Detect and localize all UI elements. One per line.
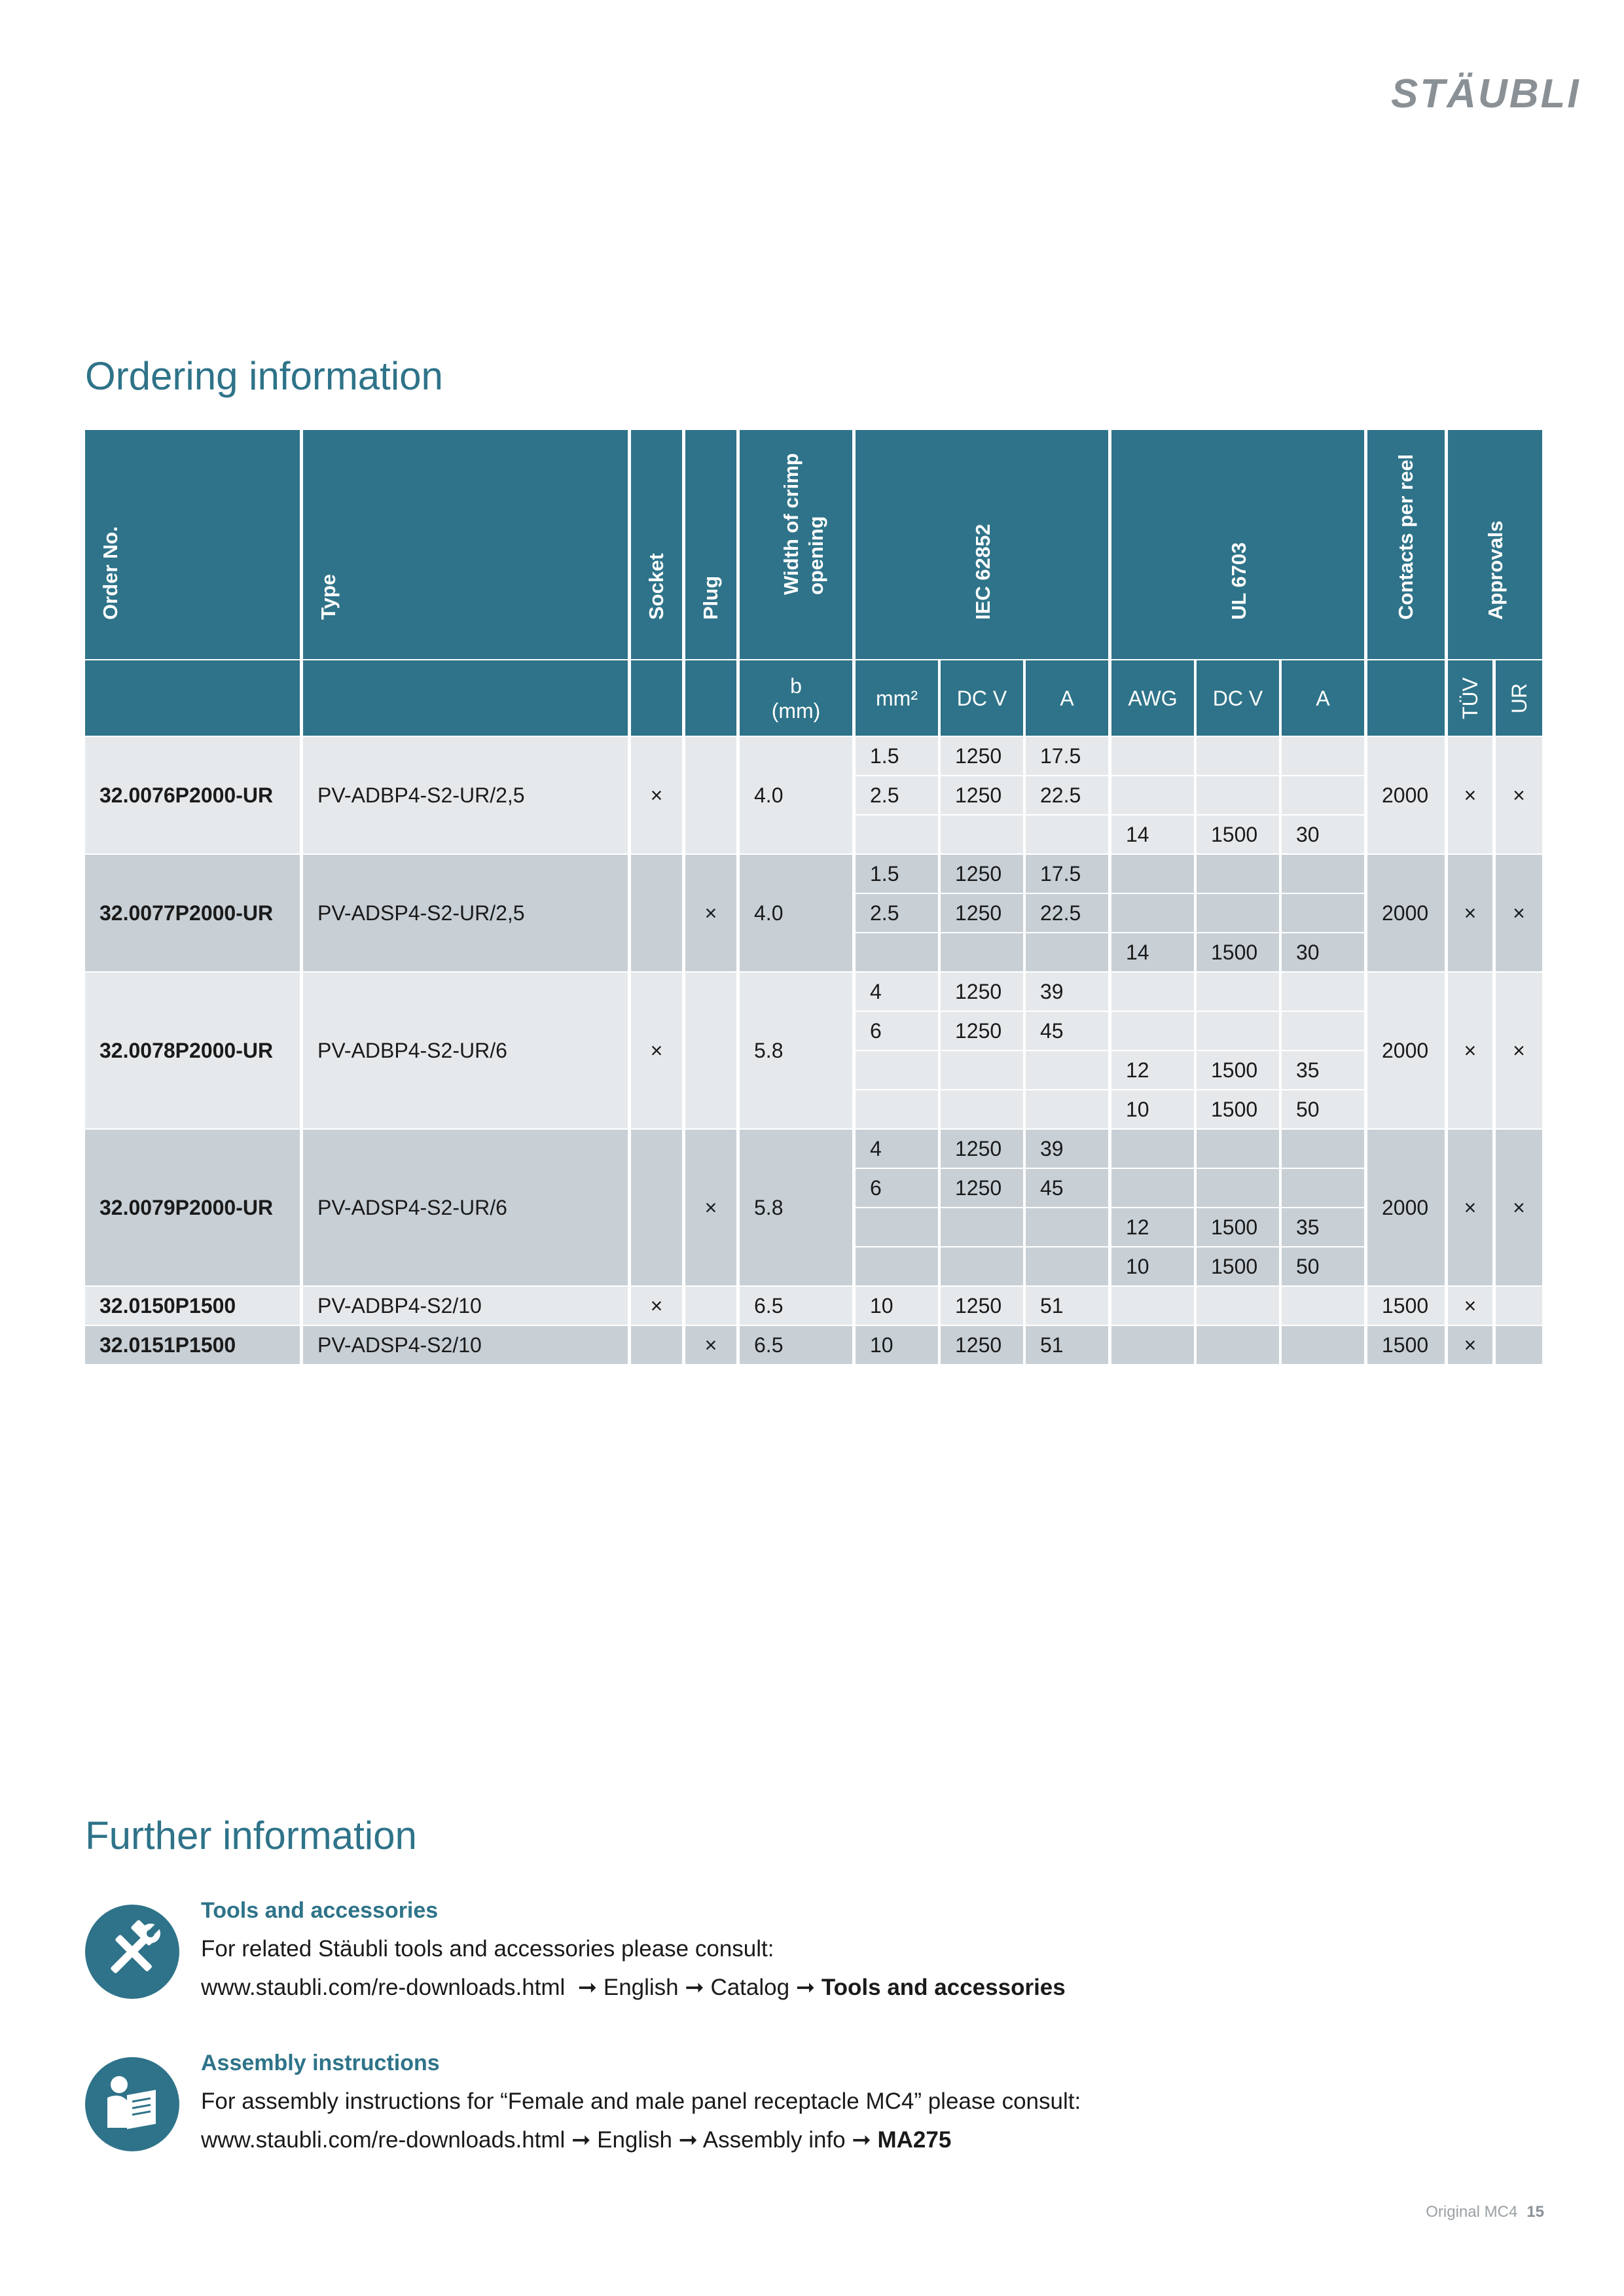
socket-cell: × bbox=[631, 1287, 682, 1325]
plug-cell bbox=[685, 1287, 736, 1325]
ul-value-cell: 1500 bbox=[1197, 1051, 1279, 1089]
arrow-icon: ➞ bbox=[795, 1975, 816, 2000]
iec-value-cell: 22.5 bbox=[1026, 776, 1108, 814]
tuv-cell: × bbox=[1448, 1130, 1492, 1285]
iec-value-cell: 17.5 bbox=[1026, 737, 1108, 775]
table-row bbox=[85, 973, 1542, 1128]
header-type-label: Type bbox=[317, 573, 340, 620]
header-crimp-width-label bbox=[779, 453, 829, 595]
ul-value-cell bbox=[1197, 776, 1279, 814]
header-type bbox=[303, 430, 628, 659]
ul-value-cell: 35 bbox=[1282, 1051, 1364, 1089]
plug-cell: × bbox=[685, 855, 736, 971]
header-ul-label: UL 6703 bbox=[1227, 542, 1250, 620]
ul-value-cell: 1500 bbox=[1197, 1090, 1279, 1128]
plug-cell bbox=[685, 973, 736, 1128]
ul-value-cell bbox=[1111, 737, 1194, 775]
ur-cell: × bbox=[1496, 855, 1542, 971]
section-title-further: Further information bbox=[85, 1814, 417, 1857]
tools-title: Tools and accessories bbox=[201, 1898, 439, 1923]
socket-cell bbox=[631, 1326, 682, 1364]
iec-value-cell: 39 bbox=[1026, 973, 1108, 1011]
header-crimp-width-line1: Width of crimp bbox=[780, 453, 803, 595]
order-number-cell: 32.0078P2000-UR bbox=[85, 973, 300, 1128]
ul-value-cell: 12 bbox=[1111, 1051, 1194, 1089]
subheader-empty bbox=[303, 660, 628, 736]
table-row bbox=[85, 855, 1542, 971]
header-crimp-width-line2: opening bbox=[804, 516, 827, 595]
subheader-empty bbox=[1367, 660, 1445, 736]
assembly-title: Assembly instructions bbox=[201, 2051, 440, 2075]
footer-label: Original MC4 bbox=[1426, 2203, 1518, 2221]
iec-value-cell: 17.5 bbox=[1026, 855, 1108, 893]
iec-value-cell: 1250 bbox=[941, 776, 1023, 814]
assembly-path bbox=[201, 2127, 951, 2153]
iec-value-cell: 1250 bbox=[941, 1012, 1023, 1050]
ul-value-cell: 10 bbox=[1111, 1090, 1194, 1128]
ul-value-cell: 30 bbox=[1282, 816, 1364, 853]
subheader-b-unit: (mm) bbox=[771, 698, 821, 723]
ul-value-cell: 50 bbox=[1282, 1247, 1364, 1285]
iec-value-cell bbox=[941, 1247, 1023, 1285]
header-approvals-label: Approvals bbox=[1484, 520, 1507, 620]
header-socket bbox=[631, 430, 682, 659]
type-cell: PV-ADBP4-S2/10 bbox=[303, 1287, 628, 1325]
header-order-no bbox=[85, 430, 300, 659]
contacts-cell: 2000 bbox=[1367, 737, 1445, 853]
ul-value-cell: 14 bbox=[1111, 816, 1194, 853]
ur-cell bbox=[1496, 1287, 1542, 1325]
iec-value-cell bbox=[1026, 1090, 1108, 1128]
subheader-ur bbox=[1496, 660, 1542, 736]
ul-value-cell bbox=[1197, 1130, 1279, 1168]
subheader-tuv bbox=[1448, 660, 1492, 736]
iec-value-cell: 10 bbox=[856, 1287, 938, 1325]
socket-cell bbox=[631, 1130, 682, 1285]
crimp-width-cell: 5.8 bbox=[740, 1130, 852, 1285]
table-row bbox=[85, 1326, 1542, 1364]
ul-value-cell bbox=[1282, 894, 1364, 932]
table-subheader-row bbox=[85, 660, 1542, 736]
iec-value-cell bbox=[941, 816, 1023, 853]
socket-cell: × bbox=[631, 737, 682, 853]
iec-value-cell bbox=[856, 816, 938, 853]
iec-value-cell: 2.5 bbox=[856, 776, 938, 814]
ul-value-cell bbox=[1111, 1326, 1194, 1364]
crimp-width-cell: 6.5 bbox=[740, 1287, 852, 1325]
ul-value-cell bbox=[1111, 1169, 1194, 1207]
type-cell: PV-ADSP4-S2/10 bbox=[303, 1326, 628, 1364]
iec-value-cell bbox=[856, 933, 938, 971]
ul-value-cell bbox=[1282, 1169, 1364, 1207]
manual-reader-icon bbox=[85, 2057, 179, 2151]
subheader-iec-dcv: DC V bbox=[941, 660, 1023, 736]
ur-cell: × bbox=[1496, 737, 1542, 853]
contacts-cell: 2000 bbox=[1367, 1130, 1445, 1285]
iec-value-cell: 4 bbox=[856, 1130, 938, 1168]
iec-value-cell bbox=[941, 1051, 1023, 1089]
iec-value-cell bbox=[1026, 1208, 1108, 1246]
ul-value-cell bbox=[1111, 1130, 1194, 1168]
ul-value-cell bbox=[1197, 973, 1279, 1011]
iec-value-cell bbox=[856, 1051, 938, 1089]
subheader-empty bbox=[85, 660, 300, 736]
assembly-step-info: Assembly info bbox=[702, 2127, 846, 2153]
iec-value-cell: 39 bbox=[1026, 1130, 1108, 1168]
header-crimp-width bbox=[740, 430, 852, 659]
ul-value-cell: 12 bbox=[1111, 1208, 1194, 1246]
iec-value-cell: 45 bbox=[1026, 1012, 1108, 1050]
header-plug bbox=[685, 430, 736, 659]
ul-value-cell bbox=[1197, 1326, 1279, 1364]
subheader-iec-a: A bbox=[1026, 660, 1108, 736]
contacts-cell: 1500 bbox=[1367, 1326, 1445, 1364]
iec-value-cell: 6 bbox=[856, 1169, 938, 1207]
ur-cell bbox=[1496, 1326, 1542, 1364]
tools-icon bbox=[85, 1905, 179, 1999]
ul-value-cell bbox=[1282, 1130, 1364, 1168]
ul-value-cell: 1500 bbox=[1197, 1247, 1279, 1285]
arrow-icon: ➞ bbox=[571, 2127, 591, 2153]
crimp-width-cell: 6.5 bbox=[740, 1326, 852, 1364]
type-cell: PV-ADBP4-S2-UR/6 bbox=[303, 973, 628, 1128]
section-title-ordering: Ordering information bbox=[85, 354, 443, 398]
ul-value-cell: 50 bbox=[1282, 1090, 1364, 1128]
ul-value-cell bbox=[1282, 855, 1364, 893]
header-ul bbox=[1111, 430, 1364, 659]
tuv-cell: × bbox=[1448, 1326, 1492, 1364]
iec-value-cell: 1250 bbox=[941, 855, 1023, 893]
ul-value-cell bbox=[1111, 855, 1194, 893]
order-number-cell: 32.0079P2000-UR bbox=[85, 1130, 300, 1285]
iec-value-cell bbox=[1026, 816, 1108, 853]
contacts-cell: 1500 bbox=[1367, 1287, 1445, 1325]
arrow-icon: ➞ bbox=[577, 1975, 598, 2000]
arrow-icon: ➞ bbox=[852, 2127, 871, 2153]
ul-value-cell: 35 bbox=[1282, 1208, 1364, 1246]
arrow-icon: ➞ bbox=[685, 1975, 704, 2000]
tuv-cell: × bbox=[1448, 855, 1492, 971]
iec-value-cell: 1250 bbox=[941, 1169, 1023, 1207]
type-cell: PV-ADSP4-S2-UR/2,5 bbox=[303, 855, 628, 971]
iec-value-cell bbox=[1026, 933, 1108, 971]
tools-step-final: Tools and accessories bbox=[821, 1975, 1066, 2000]
subheader-b-label: b bbox=[790, 673, 802, 698]
ul-value-cell: 14 bbox=[1111, 933, 1194, 971]
subheader-empty bbox=[631, 660, 682, 736]
arrow-icon: ➞ bbox=[678, 2127, 698, 2153]
order-number-cell: 32.0077P2000-UR bbox=[85, 855, 300, 971]
tools-step-catalog: Catalog bbox=[710, 1975, 790, 2000]
ul-value-cell bbox=[1111, 894, 1194, 932]
assembly-text: For assembly instructions for “Female and male panel receptacle MC4” please consult: bbox=[201, 2089, 1081, 2114]
table-row bbox=[85, 1287, 1542, 1325]
iec-value-cell: 1250 bbox=[941, 1130, 1023, 1168]
iec-value-cell bbox=[941, 1208, 1023, 1246]
ul-value-cell bbox=[1282, 1012, 1364, 1050]
crimp-width-cell: 5.8 bbox=[740, 973, 852, 1128]
crimp-width-cell: 4.0 bbox=[740, 737, 852, 853]
assembly-step-english: English bbox=[597, 2127, 672, 2153]
subheader-b bbox=[740, 660, 852, 736]
iec-value-cell: 1250 bbox=[941, 894, 1023, 932]
ul-value-cell bbox=[1197, 1169, 1279, 1207]
tools-text: For related Stäubli tools and accessories please consult: bbox=[201, 1936, 774, 1962]
ul-value-cell: 30 bbox=[1282, 933, 1364, 971]
ul-value-cell bbox=[1197, 1012, 1279, 1050]
iec-value-cell: 1250 bbox=[941, 1326, 1023, 1364]
socket-cell bbox=[631, 855, 682, 971]
iec-value-cell: 6 bbox=[856, 1012, 938, 1050]
plug-cell: × bbox=[685, 1326, 736, 1364]
iec-value-cell bbox=[941, 933, 1023, 971]
iec-value-cell bbox=[941, 1090, 1023, 1128]
header-order-no-label: Order No. bbox=[99, 526, 122, 620]
subheader-awg: AWG bbox=[1111, 660, 1194, 736]
ul-value-cell: 10 bbox=[1111, 1247, 1194, 1285]
ul-value-cell: 1500 bbox=[1197, 1208, 1279, 1246]
iec-value-cell: 1.5 bbox=[856, 737, 938, 775]
header-approvals bbox=[1448, 430, 1542, 659]
ul-value-cell bbox=[1282, 973, 1364, 1011]
header-contacts bbox=[1367, 430, 1445, 659]
iec-value-cell bbox=[856, 1247, 938, 1285]
order-number-cell: 32.0150P1500 bbox=[85, 1287, 300, 1325]
page-number: 15 bbox=[1526, 2203, 1544, 2221]
type-cell: PV-ADBP4-S2-UR/2,5 bbox=[303, 737, 628, 853]
subheader-ul-dcv: DC V bbox=[1197, 660, 1279, 736]
subheader-tuv-label: TÜV bbox=[1458, 677, 1482, 719]
crimp-width-cell: 4.0 bbox=[740, 855, 852, 971]
iec-value-cell: 1.5 bbox=[856, 855, 938, 893]
iec-value-cell bbox=[856, 1090, 938, 1128]
ul-value-cell bbox=[1197, 855, 1279, 893]
header-iec bbox=[856, 430, 1108, 659]
iec-value-cell: 10 bbox=[856, 1326, 938, 1364]
ul-value-cell bbox=[1197, 1287, 1279, 1325]
iec-value-cell bbox=[1026, 1247, 1108, 1285]
iec-value-cell: 1250 bbox=[941, 1287, 1023, 1325]
iec-value-cell: 4 bbox=[856, 973, 938, 1011]
tuv-cell: × bbox=[1448, 973, 1492, 1128]
assembly-step-final: MA275 bbox=[877, 2127, 952, 2153]
ul-value-cell: 1500 bbox=[1197, 816, 1279, 853]
page-footer bbox=[1426, 2203, 1544, 2221]
contacts-cell: 2000 bbox=[1367, 855, 1445, 971]
ul-value-cell: 1500 bbox=[1197, 933, 1279, 971]
subheader-ur-label: UR bbox=[1507, 683, 1531, 713]
assembly-url[interactable]: www.staubli.com/re-downloads.html bbox=[201, 2127, 566, 2153]
ul-value-cell bbox=[1282, 1287, 1364, 1325]
ul-value-cell bbox=[1111, 1287, 1194, 1325]
table-row bbox=[85, 737, 1542, 853]
order-number-cell: 32.0076P2000-UR bbox=[85, 737, 300, 853]
subheader-empty bbox=[685, 660, 736, 736]
table-header-row bbox=[85, 430, 1542, 659]
header-contacts-label: Contacts per reel bbox=[1394, 454, 1417, 620]
ul-value-cell bbox=[1111, 973, 1194, 1011]
type-cell: PV-ADSP4-S2-UR/6 bbox=[303, 1130, 628, 1285]
plug-cell: × bbox=[685, 1130, 736, 1285]
iec-value-cell bbox=[1026, 1051, 1108, 1089]
tools-path bbox=[201, 1975, 1066, 2001]
subheader-ul-a: A bbox=[1282, 660, 1364, 736]
socket-cell: × bbox=[631, 973, 682, 1128]
iec-value-cell: 51 bbox=[1026, 1326, 1108, 1364]
iec-value-cell: 1250 bbox=[941, 737, 1023, 775]
ur-cell: × bbox=[1496, 973, 1542, 1128]
order-number-cell: 32.0151P1500 bbox=[85, 1326, 300, 1364]
header-plug-label: Plug bbox=[699, 575, 722, 620]
ul-value-cell bbox=[1282, 737, 1364, 775]
ul-value-cell bbox=[1111, 1012, 1194, 1050]
ul-value-cell bbox=[1197, 894, 1279, 932]
staubli-logo: STÄUBLI bbox=[1391, 71, 1581, 117]
table-row bbox=[85, 1130, 1542, 1285]
tools-step-english: English bbox=[603, 1975, 679, 2000]
iec-value-cell: 51 bbox=[1026, 1287, 1108, 1325]
iec-value-cell: 1250 bbox=[941, 973, 1023, 1011]
subheader-mm2: mm² bbox=[856, 660, 938, 736]
ul-value-cell bbox=[1197, 737, 1279, 775]
tuv-cell: × bbox=[1448, 737, 1492, 853]
contacts-cell: 2000 bbox=[1367, 973, 1445, 1128]
tools-url[interactable]: www.staubli.com/re-downloads.html bbox=[201, 1975, 566, 2000]
ul-value-cell bbox=[1282, 776, 1364, 814]
header-socket-label: Socket bbox=[645, 553, 668, 620]
plug-cell bbox=[685, 737, 736, 853]
ul-value-cell bbox=[1282, 1326, 1364, 1364]
tuv-cell: × bbox=[1448, 1287, 1492, 1325]
iec-value-cell: 22.5 bbox=[1026, 894, 1108, 932]
ur-cell: × bbox=[1496, 1130, 1542, 1285]
iec-value-cell bbox=[856, 1208, 938, 1246]
header-iec-label: IEC 62852 bbox=[971, 524, 994, 620]
ul-value-cell bbox=[1111, 776, 1194, 814]
iec-value-cell: 2.5 bbox=[856, 894, 938, 932]
iec-value-cell: 45 bbox=[1026, 1169, 1108, 1207]
